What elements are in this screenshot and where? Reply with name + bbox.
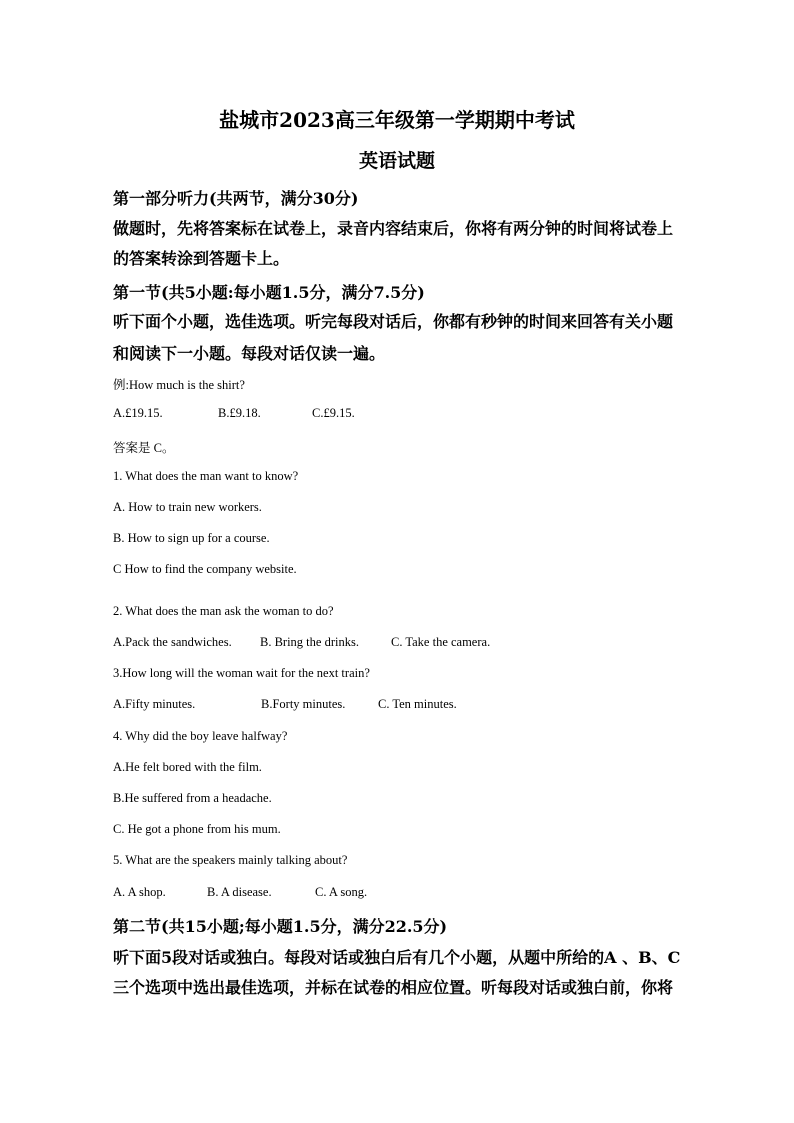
question-1-option-b: B. How to sign up for a course. bbox=[113, 531, 270, 545]
example-option-b: B.£9.18. bbox=[218, 406, 261, 420]
question-3-option-a: A.Fifty minutes. bbox=[113, 697, 196, 711]
example-answer: 答案是 C。 bbox=[113, 441, 175, 455]
question-3: 3.How long will the woman wait for the next train? bbox=[113, 666, 370, 680]
section1-intro-line-2: 和阅读下一小题。每段对话仅读一遍。 bbox=[113, 344, 386, 363]
section2-heading: 第二节(共15小题;每小题1.5分，满分22.5分) bbox=[113, 917, 448, 936]
example-question: 例:How much is the shirt? bbox=[113, 378, 245, 392]
question-2: 2. What does the man ask the woman to do? bbox=[113, 604, 334, 618]
question-5: 5. What are the speakers mainly talking about? bbox=[113, 853, 348, 867]
section2-intro-line-1: 听下面5段对话或独白。每段对话或独白后有几个小题，从题中所给的A 、B、C bbox=[113, 948, 681, 967]
question-4-option-c: C. He got a phone from his mum. bbox=[113, 822, 281, 836]
question-2-option-a: A.Pack the sandwiches. bbox=[113, 635, 232, 649]
question-4-option-b: B.He suffered from a headache. bbox=[113, 791, 272, 805]
part1-heading: 第一部分听力(共两节，满分30分) bbox=[113, 189, 359, 208]
question-3-option-b: B.Forty minutes. bbox=[261, 697, 346, 711]
question-5-option-c: C. A song. bbox=[315, 885, 368, 899]
question-2-option-b: B. Bring the drinks. bbox=[260, 635, 359, 649]
question-1-option-a: A. How to train new workers. bbox=[113, 500, 262, 514]
section2-intro-line-2: 三个选项中选出最佳选项，并标在试卷的相应位置。听每段对话或独白前，你将 bbox=[113, 978, 674, 997]
question-5-option-b: B. A disease. bbox=[207, 885, 272, 899]
example-option-c: C.£9.15. bbox=[312, 406, 355, 420]
question-1: 1. What does the man want to know? bbox=[113, 469, 299, 483]
question-5-option-a: A. A shop. bbox=[113, 885, 166, 899]
part1-intro-line-1: 做题时，先将答案标在试卷上，录音内容结束后，你将有两分钟的时间将试卷上 bbox=[113, 219, 674, 238]
question-4-option-a: A.He felt bored with the film. bbox=[113, 760, 262, 774]
page-title: 盐城市2023高三年级第一学期期中考试 bbox=[219, 108, 575, 132]
section1-heading: 第一节(共5小题:每小题1.5分，满分7.5分) bbox=[113, 283, 425, 302]
section1-intro-line-1: 听下面个小题，选佳选项。听完每段对话后，你都有秒钟的时间来回答有关小题 bbox=[113, 312, 674, 331]
part1-intro-line-2: 的答案转涂到答题卡上。 bbox=[113, 249, 290, 268]
page-subtitle: 英语试题 bbox=[358, 150, 435, 172]
question-3-option-c: C. Ten minutes. bbox=[378, 697, 457, 711]
question-2-option-c: C. Take the camera. bbox=[391, 635, 491, 649]
example-option-a: A.£19.15. bbox=[113, 406, 163, 420]
question-4: 4. Why did the boy leave halfway? bbox=[113, 729, 288, 743]
question-1-option-c: C How to find the company website. bbox=[113, 562, 297, 576]
